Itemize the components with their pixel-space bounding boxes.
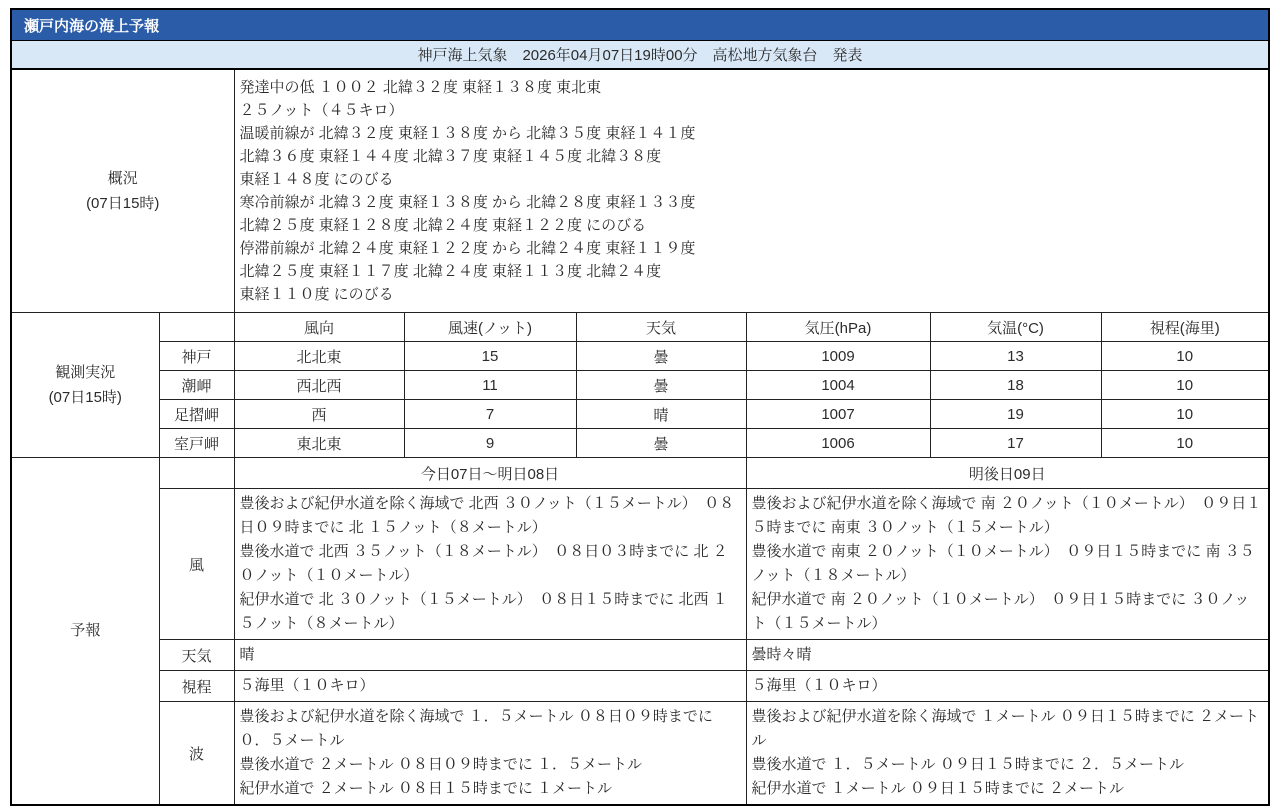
- text-line: 紀伊水道で 南 ２０ノット（１０メートル） ０９日１５時までに ３０ノット（１５メートル）: [751, 591, 1250, 632]
- forecast-period-day-after: 明後日09日: [746, 458, 1269, 489]
- obs-wind-speed: 9: [404, 429, 576, 458]
- obs-weather: 曇: [576, 429, 746, 458]
- forecast-wave-today: [234, 702, 746, 806]
- issue-info-text: 神戸海上気象 2026年04月07日19時00分 高松地方気象台 発表: [11, 41, 1269, 70]
- text-line: 東経１１０度 にのびる: [239, 286, 394, 303]
- observation-row-murotomisaki: [11, 429, 1269, 458]
- obs-pressure: 1006: [746, 429, 930, 458]
- text-line: 紀伊水道で 北 ３０ノット（１５メートル） ０８日１５時までに 北西 １５ノット（８メートル）: [239, 591, 728, 632]
- forecast-header-row: [11, 458, 1269, 489]
- obs-temperature: 18: [930, 371, 1101, 400]
- obs-temperature: 17: [930, 429, 1101, 458]
- obs-weather: 晴: [576, 400, 746, 429]
- forecast-weather-day-after: [746, 640, 1269, 671]
- text-line: ２５ノット（４５キロ）: [239, 102, 404, 119]
- col-header-visibility: 視程(海里): [1101, 313, 1269, 342]
- page-title: 瀬戸内海の海上予報: [11, 9, 1269, 41]
- text-line: 豊後水道で １．５メートル ０９日１５時までに ２．５メートル: [751, 756, 1185, 773]
- text-line: ５海里（１０キロ）: [239, 677, 375, 694]
- obs-visibility: 10: [1101, 429, 1269, 458]
- observation-row-shionomisaki: [11, 371, 1269, 400]
- obs-wind-dir: 西: [234, 400, 404, 429]
- forecast-wave-label: 波: [159, 702, 234, 806]
- station-name: 足摺岬: [159, 400, 234, 429]
- obs-visibility: 10: [1101, 342, 1269, 371]
- observations-label: [11, 313, 159, 458]
- forecast-row-label-empty: [159, 458, 234, 489]
- obs-wind-speed: 7: [404, 400, 576, 429]
- text-line: 北緯２５度 東経１２８度 北緯２４度 東経１２２度 にのびる: [239, 217, 647, 234]
- col-header-weather: 天気: [576, 313, 746, 342]
- forecast-wave-row: [11, 702, 1269, 806]
- obs-temperature: 19: [930, 400, 1101, 429]
- obs-wind-speed: 11: [404, 371, 576, 400]
- obs-pressure: 1004: [746, 371, 930, 400]
- text-line: 豊後および紀伊水道を除く海域で １メートル ０９日１５時までに ２メートル: [751, 708, 1260, 749]
- text-line: 紀伊水道で １メートル ０９日１５時までに ２メートル: [751, 780, 1125, 797]
- text-line: ５海里（１０キロ）: [751, 677, 887, 694]
- obs-weather: 曇: [576, 371, 746, 400]
- observations-header-row: [11, 313, 1269, 342]
- forecast-weather-row: [11, 640, 1269, 671]
- obs-wind-dir: 北北東: [234, 342, 404, 371]
- observation-row-kobe: [11, 342, 1269, 371]
- obs-wind-dir: 東北東: [234, 429, 404, 458]
- forecast-wind-label: 風: [159, 489, 234, 640]
- text-line: 発達中の低 １００２ 北緯３２度 東経１３８度 東北東: [239, 79, 602, 96]
- obs-pressure: 1009: [746, 342, 930, 371]
- marine-forecast-table: [10, 8, 1270, 806]
- obs-temperature: 13: [930, 342, 1101, 371]
- overview-text: [234, 69, 1269, 313]
- forecast-wind-row: [11, 489, 1269, 640]
- observations-label-title: 観測実況: [55, 363, 116, 381]
- text-line: 東経１４８度 にのびる: [239, 171, 394, 188]
- col-header-wind-speed: 風速(ノット): [404, 313, 576, 342]
- obs-wind-dir: 西北西: [234, 371, 404, 400]
- forecast-wind-day-after: [746, 489, 1269, 640]
- overview-label: [11, 69, 234, 313]
- forecast-visibility-row: [11, 671, 1269, 702]
- station-name: 室戸岬: [159, 429, 234, 458]
- obs-pressure: 1007: [746, 400, 930, 429]
- col-header-wind-dir: 風向: [234, 313, 404, 342]
- col-header-pressure: 気圧(hPa): [746, 313, 930, 342]
- station-name: 神戸: [159, 342, 234, 371]
- text-line: 豊後および紀伊水道を除く海域で 北西 ３０ノット（１５メートル） ０８日０９時までに 北 １５ノット（８メートル）: [239, 495, 735, 536]
- forecast-visibility-label: 視程: [159, 671, 234, 702]
- forecast-weather-today: [234, 640, 746, 671]
- title-bar: [11, 9, 1269, 41]
- station-name: 潮岬: [159, 371, 234, 400]
- overview-label-title: 概況: [107, 169, 138, 187]
- text-line: 豊後水道で 南東 ２０ノット（１０メートル） ０９日１５時までに 南 ３５ノット（１８メートル）: [751, 543, 1255, 584]
- text-line: 停滞前線が 北緯２４度 東経１２２度 から 北緯２４度 東経１１９度: [239, 240, 696, 257]
- text-line: 北緯２５度 東経１１７度 北緯２４度 東経１１３度 北緯２４度: [239, 263, 662, 280]
- text-line: 紀伊水道で ２メートル ０８日１５時までに １メートル: [239, 780, 613, 797]
- text-line: 寒冷前線が 北緯３２度 東経１３８度 から 北緯２８度 東経１３３度: [239, 194, 696, 211]
- text-line: 温暖前線が 北緯３２度 東経１３８度 から 北緯３５度 東経１４１度: [239, 125, 696, 142]
- forecast-period-today: 今日07日〜明日08日: [234, 458, 746, 489]
- observations-label-time: (07日15時): [48, 389, 122, 406]
- issue-info-bar: [11, 41, 1269, 70]
- forecast-label: 予報: [11, 458, 159, 806]
- overview-label-time: (07日15時): [86, 195, 160, 212]
- forecast-weather-label: 天気: [159, 640, 234, 671]
- overview-section: [11, 69, 1269, 313]
- text-line: 北緯３６度 東経１４４度 北緯３７度 東経１４５度 北緯３８度: [239, 148, 662, 165]
- forecast-wave-day-after: [746, 702, 1269, 806]
- obs-visibility: 10: [1101, 400, 1269, 429]
- forecast-visibility-day-after: [746, 671, 1269, 702]
- observation-row-ashizurimisaki: [11, 400, 1269, 429]
- text-line: 豊後および紀伊水道を除く海域で 南 ２０ノット（１０メートル） ０９日１５時までに 南東 ３０ノット（１５メートル）: [751, 495, 1262, 536]
- station-header-empty: [159, 313, 234, 342]
- forecast-wind-today: [234, 489, 746, 640]
- text-line: 晴: [239, 646, 255, 663]
- text-line: 曇時々晴: [751, 646, 812, 663]
- obs-visibility: 10: [1101, 371, 1269, 400]
- text-line: 豊後および紀伊水道を除く海域で １．５メートル ０８日０９時までに ０．５メートル: [239, 708, 713, 749]
- text-line: 豊後水道で ２メートル ０８日０９時までに １．５メートル: [239, 756, 643, 773]
- forecast-visibility-today: [234, 671, 746, 702]
- obs-weather: 曇: [576, 342, 746, 371]
- text-line: 豊後水道で 北西 ３５ノット（１８メートル） ０８日０３時までに 北 ２０ノット（１０メートル）: [239, 543, 728, 584]
- obs-wind-speed: 15: [404, 342, 576, 371]
- col-header-temperature: 気温(°C): [930, 313, 1101, 342]
